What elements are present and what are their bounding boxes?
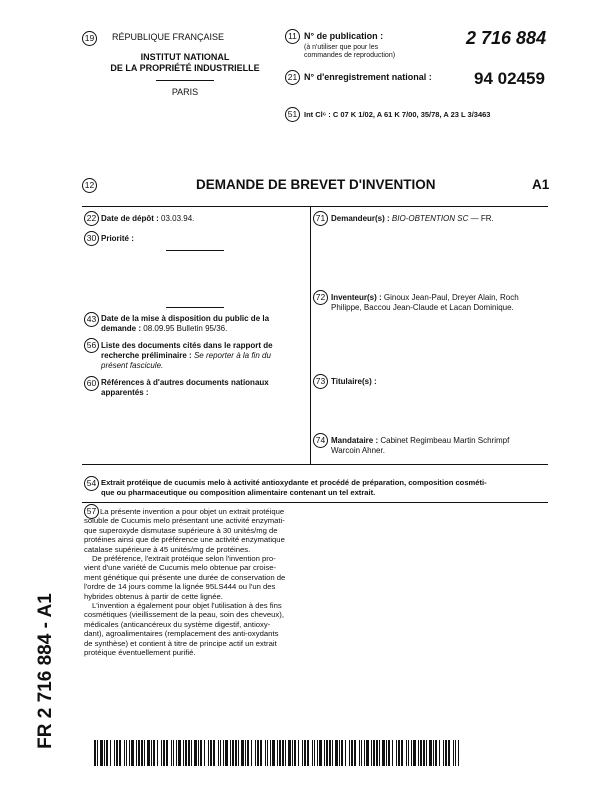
barcode-bar	[157, 740, 158, 766]
barcode-bar	[304, 740, 306, 766]
abstract-line: L'invention a également pour objet l'utilisation à des fins	[92, 601, 282, 611]
barcode-bar	[153, 740, 155, 766]
abstract-line: l'ordre de 14 jours comme la lignée 95LS444 ou l'un des	[84, 582, 276, 592]
barcode-bar	[277, 740, 278, 766]
publication-number: 2 716 884	[466, 28, 547, 48]
barcode-bar	[94, 740, 96, 766]
registration-label: N° d'enregistrement national :	[304, 72, 432, 82]
abstract-line: hybrides obtenus à partir de cette lignée.	[84, 591, 223, 601]
availability-line1: Date de la mise à disposition du public de la	[101, 314, 270, 323]
barcode-bar	[388, 740, 390, 766]
cited-docs-label: recherche préliminaire :	[101, 351, 192, 360]
barcode-bar	[176, 740, 177, 766]
holder-label: Titulaire(s) :	[331, 377, 377, 386]
divider	[166, 250, 224, 251]
rule-top	[82, 206, 548, 207]
barcode-bar	[265, 740, 266, 766]
barcode-bar	[302, 740, 303, 766]
barcode-bar	[386, 740, 387, 766]
barcode-bar	[220, 740, 221, 766]
publication-label: N° de publication :	[304, 31, 384, 41]
barcode-bar	[200, 740, 202, 766]
barcode-bar	[188, 740, 190, 766]
barcode-bar	[198, 740, 199, 766]
barcode-bar	[453, 740, 454, 766]
barcode-bar	[458, 740, 459, 766]
barcode-bar	[408, 740, 409, 766]
divider	[156, 80, 214, 81]
barcode-bar	[267, 740, 268, 766]
abstract-line: soluble de Cucumis melo présentant une activité enzymati-	[84, 516, 285, 526]
registration-number: 94 02459	[474, 69, 545, 88]
barcode-bar	[208, 740, 209, 766]
barcode-bar	[194, 740, 197, 766]
barcode-bar	[100, 740, 103, 766]
inid-code-12: 12	[82, 178, 97, 193]
barcode-bar	[420, 740, 422, 766]
invention-title-line1: Extrait protéique de cucumis melo à activité antioxydante et procédé de préparation, composition cosméti-	[101, 478, 487, 487]
barcode-bar	[232, 740, 234, 766]
inventor-label: Inventeur(s) :	[331, 293, 382, 302]
barcode-bar	[141, 740, 143, 766]
barcode-bar	[339, 740, 340, 766]
barcode-bar	[285, 740, 286, 766]
inid-code-22: 22	[84, 211, 99, 226]
barcode-bar	[366, 740, 369, 766]
barcode-bar	[373, 740, 375, 766]
barcode-bar	[351, 740, 353, 766]
abstract-line: protéique éventuellement purifié.	[84, 648, 196, 658]
barcode-bar	[429, 740, 432, 766]
barcode-bar	[359, 740, 360, 766]
barcode-bar	[418, 740, 419, 766]
barcode-bar	[270, 740, 271, 766]
abstract-text	[84, 507, 316, 658]
barcode-bar	[445, 740, 447, 766]
inventor-line1: Ginoux Jean-Paul, Dreyer Alain, Roch	[383, 293, 519, 302]
barcode-bar	[247, 740, 249, 766]
barcode-bar	[191, 740, 192, 766]
barcode-bar	[218, 740, 219, 766]
barcode-bar	[401, 740, 403, 766]
abstract-line: La présente invention a pour objet un extrait protéique	[100, 507, 285, 516]
barcode-bar	[329, 740, 331, 766]
barcode-bar	[163, 740, 165, 766]
ipc-classification: Int Cl⁶ : C 07 K 1/02, A 61 K 7/00, 35/78, A 23 L 3/3463	[304, 110, 491, 119]
institute-line1: INSTITUT NATIONAL	[140, 52, 230, 62]
filing-label: Date de dépôt :	[101, 214, 159, 223]
document-title: DEMANDE DE BREVET D'INVENTION	[196, 177, 436, 192]
barcode-bar	[298, 740, 299, 766]
barcode-bar	[171, 740, 172, 766]
inid-code-73: 73	[313, 374, 328, 389]
barcode-bar	[312, 740, 313, 766]
inid-code-19: 19	[82, 31, 97, 46]
barcode-bar	[106, 740, 108, 766]
barcode-bar	[396, 740, 397, 766]
barcode	[94, 740, 460, 766]
barcode-bar	[136, 740, 137, 766]
barcode-bar	[332, 740, 333, 766]
invention-title-line2: que ou pharmaceutique ou composition alimentaire contenant un tel extrait.	[101, 488, 376, 497]
abstract-line: que superoxyde dismutase supérieure à 30 unités/mg de	[84, 525, 278, 535]
barcode-bar	[260, 740, 262, 766]
kind-code: A1	[532, 177, 550, 192]
barcode-bar	[272, 740, 275, 766]
barcode-bar	[131, 740, 134, 766]
barcode-bar	[379, 740, 380, 766]
inid-code-71: 71	[313, 211, 328, 226]
barcode-bar	[439, 740, 440, 766]
barcode-bar	[411, 740, 412, 766]
filing-date: 03.03.94.	[161, 214, 195, 223]
priority-label: Priorité :	[101, 234, 134, 243]
abstract-line: catalase supérieure à 45 unités/mg de protéines.	[84, 544, 251, 554]
barcode-bar	[238, 740, 239, 766]
abstract-line: De préférence, l'extrait protéique selon l'invention pro-	[92, 554, 276, 564]
barcode-bar	[406, 740, 407, 766]
references-line1: Références à d'autres documents nationaux	[101, 378, 269, 387]
inid-code-57: 57	[84, 504, 99, 519]
barcode-bar	[241, 740, 244, 766]
inid-code-43: 43	[84, 312, 99, 327]
barcode-bar	[361, 740, 362, 766]
abstract-line: ment génétique qui présente une durée de conservation de	[84, 572, 286, 582]
inid-code-11: 11	[285, 29, 300, 44]
barcode-bar	[448, 740, 450, 766]
inid-code-74: 74	[313, 433, 328, 448]
inid-code-21: 21	[285, 70, 300, 85]
barcode-bar	[235, 740, 237, 766]
cited-docs-value-2: présent fascicule.	[101, 361, 164, 370]
inid-code-56: 56	[84, 338, 99, 353]
applicant-name: BIO-OBTENTION SC	[391, 214, 469, 223]
barcode-bar	[319, 740, 322, 766]
barcode-bar	[114, 740, 115, 766]
barcode-bar	[144, 740, 145, 766]
abstract-line: cosmétiques (vieillissement de la peau, soin des cheveux),	[84, 610, 284, 620]
barcode-bar	[255, 740, 256, 766]
barcode-bar	[382, 740, 385, 766]
divider	[166, 307, 224, 308]
barcode-bar	[335, 740, 338, 766]
barcode-bar	[230, 740, 231, 766]
barcode-bar	[129, 740, 130, 766]
inventor-line2: Philippe, Baccou Jean-Claude et Lacan Dominique.	[331, 303, 514, 312]
barcode-bar	[126, 740, 127, 766]
barcode-bar	[124, 740, 125, 766]
barcode-bar	[349, 740, 350, 766]
barcode-bar	[166, 740, 168, 766]
applicant-country: — FR.	[470, 214, 494, 223]
abstract-line: vient d'une variété de Cucumis melo obtenue par croise-	[84, 563, 277, 573]
publication-note-1: (à n'utiliser que pour les	[304, 44, 379, 51]
cited-docs-line1: Liste des documents cités dans le rapport de	[101, 341, 273, 350]
barcode-bar	[371, 740, 372, 766]
abstract-line: protéines ainsi que de préférence une activité enzymatique	[84, 535, 285, 545]
barcode-bar	[282, 740, 284, 766]
rule-bottom	[82, 502, 548, 503]
barcode-bar	[376, 740, 378, 766]
barcode-bar	[314, 740, 315, 766]
barcode-bar	[423, 740, 425, 766]
barcode-bar	[204, 740, 205, 766]
barcode-bar	[173, 740, 174, 766]
barcode-bar	[307, 740, 309, 766]
inid-code-72: 72	[313, 290, 328, 305]
barcode-bar	[138, 740, 140, 766]
barcode-bar	[426, 740, 427, 766]
barcode-bar	[345, 740, 346, 766]
barcode-bar	[364, 740, 365, 766]
barcode-bar	[279, 740, 281, 766]
inid-code-54: 54	[84, 476, 99, 491]
inid-code-60: 60	[84, 376, 99, 391]
agent-line2: Warcoin Ahner.	[331, 446, 385, 455]
barcode-bar	[433, 740, 434, 766]
barcode-bar	[288, 740, 291, 766]
barcode-bar	[185, 740, 187, 766]
applicant-label: Demandeur(s) :	[331, 214, 390, 223]
barcode-bar	[435, 740, 437, 766]
abstract-line: de synthèse) et contient à titre de principe actif un extrait	[84, 638, 277, 648]
barcode-bar	[317, 740, 318, 766]
references-line2: apparentés :	[101, 388, 149, 397]
barcode-bar	[398, 740, 400, 766]
city: PARIS	[171, 87, 199, 97]
barcode-bar	[183, 740, 184, 766]
agent-line1: Cabinet Regimbeau Martin Schrimpf	[380, 436, 510, 445]
barcode-bar	[294, 740, 296, 766]
agent-label: Mandataire :	[331, 436, 379, 445]
barcode-bar	[245, 740, 246, 766]
barcode-bar	[161, 740, 162, 766]
barcode-bar	[341, 740, 343, 766]
abstract-line: dant), agroalimentaires (remplacement des anti-oxydants	[84, 629, 279, 639]
barcode-bar	[354, 740, 356, 766]
barcode-bar	[213, 740, 215, 766]
barcode-bar	[251, 740, 252, 766]
barcode-bar	[413, 740, 416, 766]
barcode-bar	[392, 740, 393, 766]
barcode-bar	[116, 740, 118, 766]
barcode-bar	[292, 740, 293, 766]
barcode-bar	[324, 740, 325, 766]
barcode-bar	[257, 740, 259, 766]
institute-line2: DE LA PROPRIÉTÉ INDUSTRIELLE	[110, 63, 260, 73]
country-name: RÉPUBLIQUE FRANÇAISE	[112, 32, 225, 42]
abstract-line: médicales (anticancéreux du système digestif, antioxy-	[84, 619, 271, 629]
barcode-bar	[210, 740, 212, 766]
availability-label: demande :	[101, 324, 142, 333]
barcode-bar	[223, 740, 224, 766]
barcode-bar	[455, 740, 456, 766]
barcode-bar	[178, 740, 181, 766]
barcode-bar	[151, 740, 152, 766]
rule-middle	[82, 464, 548, 465]
publication-note-2: commandes de reproduction)	[304, 52, 396, 59]
side-publication-code: FR 2 716 884 - A1	[35, 593, 56, 749]
barcode-bar	[443, 740, 444, 766]
cited-docs-value: Se reporter à la fin du	[193, 351, 271, 360]
barcode-bar	[119, 740, 121, 766]
barcode-bar	[225, 740, 228, 766]
availability-value: 08.09.95 Bulletin 95/36.	[143, 324, 228, 333]
barcode-bar	[110, 740, 111, 766]
inid-code-30: 30	[84, 231, 99, 246]
column-divider	[310, 206, 311, 464]
barcode-bar	[326, 740, 328, 766]
inid-code-51: 51	[285, 107, 300, 122]
barcode-bar	[97, 740, 98, 766]
barcode-bar	[147, 740, 150, 766]
barcode-bar	[104, 740, 105, 766]
